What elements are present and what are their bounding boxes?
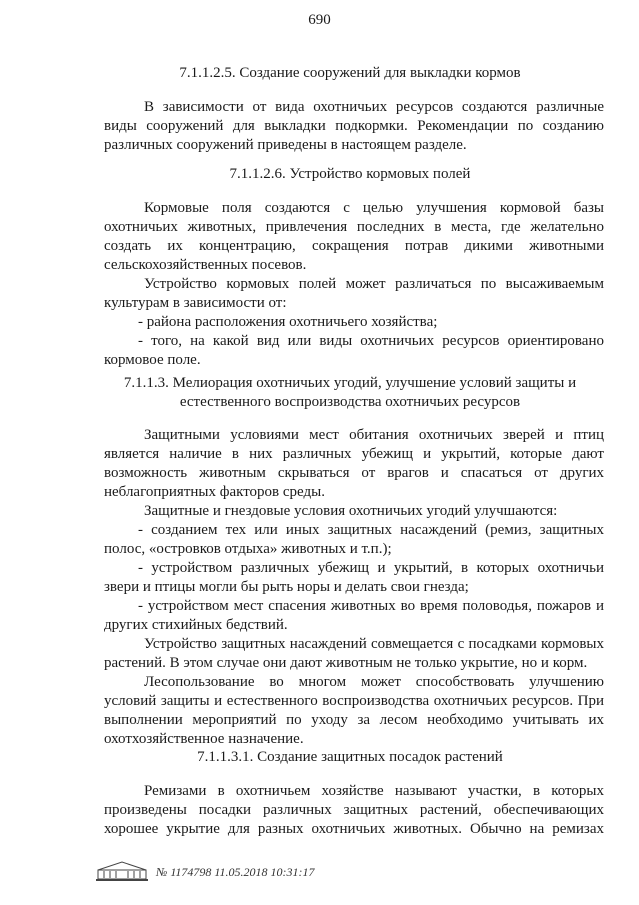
list-item-rescue-places: - устройством мест спасения животных во время половодья, пожаров и других стихийных бедствий. xyxy=(104,598,604,633)
footer xyxy=(96,860,315,885)
heading-feed-fields: 7.1.1.2.6. Устройство кормовых полей xyxy=(229,166,471,182)
page-number: 690 xyxy=(308,12,331,28)
document-registration-mark: № 1174798 11.05.2018 10:31:17 xyxy=(156,865,315,879)
paragraph-feed-fields-purpose: Кормовые поля создаются с целью улучшения кормовой базы охотничьих животных, привлечения последних в места, где желательно создать их концентрацию, сокращения потрав дикими животными сельскохозяйственных посевов. xyxy=(104,200,604,273)
paragraph-feed-fields-crops: Устройство кормовых полей может различаться по высаживаемым культурам в зависимости от: xyxy=(104,276,604,311)
paragraph-forest-use: Лесопользование во многом может способствовать улучшению условий защиты и естественного воспроизводства охотничьих ресурсов. При выполнении мероприятий по уходу за лесом необходимо учитывать их охотхозяйственное назначение. xyxy=(104,674,604,747)
heading-protective-plantings: 7.1.1.3.1. Создание защитных посадок растений xyxy=(197,749,503,765)
heading-land-melioration: 7.1.1.3. Мелиорация охотничьих угодий, улучшение условий защиты и естественного воспроизводства охотничьих ресурсов xyxy=(123,375,577,410)
paragraph-remises: Ремизами в охотничьем хозяйстве называют участки, в которых произведены посадки различных защитных растений, обеспечивающих хорошее укрытие для разных охотничьих животных. Обычно на ремизах xyxy=(104,783,604,837)
paragraph-improvements-intro: Защитные и гнездовые условия охотничьих угодий улучшаются: xyxy=(144,503,558,519)
building-stamp-icon xyxy=(96,860,148,885)
list-item-protective-plantings: - созданием тех или иных защитных насаждений (ремиз, защитных полос, «островков отдыха» животных и т.п.); xyxy=(104,522,604,557)
list-item-farm-location: - района расположения охотничьего хозяйства; xyxy=(138,314,438,330)
paragraph-feed-plantings: Устройство защитных насаждений совмещается с посадками кормовых растений. В этом случае они дают животным не только укрытие, но и корм. xyxy=(104,636,604,671)
heading-feed-structures: 7.1.1.2.5. Создание сооружений для выкладки кормов xyxy=(179,65,521,81)
paragraph-protective-conditions: Защитными условиями мест обитания охотничьих зверей и птиц является наличие в них различных убежищ и укрытий, которые дают возможность животным скрываться от врагов и спасаться от других неблагоприятных факторов среды. xyxy=(104,427,604,500)
paragraph-feed-structures: В зависимости от вида охотничьих ресурсов создаются различные виды сооружений для выкладки подкормки. Рекомендации по созданию различных сооружений приведены в настоящем разделе. xyxy=(104,99,604,153)
list-item-shelters: - устройством различных убежищ и укрытий, в которых охотничьи звери и птицы могли бы рыть норы и делать свои гнезда; xyxy=(104,560,604,595)
list-item-resource-type: - того, на какой вид или виды охотничьих ресурсов ориентировано кормовое поле. xyxy=(104,333,604,368)
